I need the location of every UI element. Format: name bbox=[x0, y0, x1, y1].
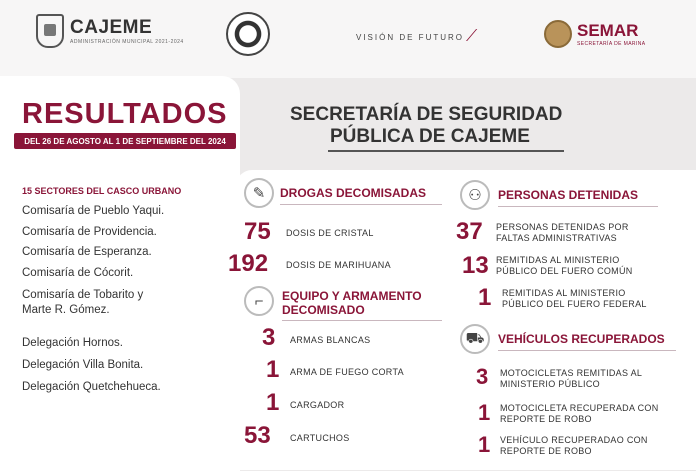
equipo-title-line-2: DECOMISADO bbox=[282, 303, 365, 317]
pistol-icon: ⌐ bbox=[244, 286, 274, 316]
stat-label bbox=[496, 222, 629, 244]
stat-label bbox=[502, 288, 647, 310]
stat-value: 53 bbox=[244, 422, 271, 449]
title-line-2: PÚBLICA DE CAJEME bbox=[330, 126, 530, 147]
stat-value: 37 bbox=[456, 218, 483, 245]
stat-label-line: REPORTE DE ROBO bbox=[500, 414, 592, 424]
sector-item: Delegación Villa Bonita. bbox=[22, 359, 144, 371]
stat-label-line: PÚBLICO DEL FUERO COMÚN bbox=[496, 266, 633, 276]
stat-label: ARMA DE FUEGO CORTA bbox=[290, 367, 404, 377]
people-icon: ⚇ bbox=[460, 180, 490, 210]
stat-label bbox=[500, 368, 642, 390]
stat-label bbox=[500, 403, 659, 425]
stat-label-line: REMITIDAS AL MINISTERIO bbox=[496, 255, 620, 265]
sector-item: Delegación Hornos. bbox=[22, 337, 124, 349]
cajeme-sub: ADMINISTRACIÓN MUNICIPAL 2021-2024 bbox=[70, 39, 184, 45]
sector-item: Delegación Quetchehueca. bbox=[22, 381, 161, 393]
personas-title: PERSONAS DETENIDAS bbox=[498, 188, 639, 202]
cajeme-logo bbox=[36, 14, 184, 48]
sector-item: Marte R. Gómez. bbox=[22, 304, 110, 316]
semar-seal-icon bbox=[544, 20, 572, 48]
police-badge-icon bbox=[226, 12, 270, 56]
drogas-title: DROGAS DECOMISADAS bbox=[280, 186, 427, 200]
title-line-1: SECRETARÍA DE SEGURIDAD bbox=[290, 104, 563, 125]
sector-item: Comisaría de Pueblo Yaqui. bbox=[22, 205, 165, 217]
stat-value: 1 bbox=[478, 284, 492, 311]
stat-label-line: MOTOCICLETAS REMITIDAS AL bbox=[500, 368, 643, 378]
semar-name: SEMAR bbox=[577, 21, 639, 40]
results-title: RESULTADOS bbox=[22, 98, 228, 130]
stat-label: ARMAS BLANCAS bbox=[290, 335, 371, 345]
cajeme-shield-icon bbox=[36, 14, 64, 48]
syringe-icon: ✎ bbox=[244, 178, 274, 208]
stat-label-line: MINISTERIO PÚBLICO bbox=[500, 379, 600, 389]
car-icon: ⛟ bbox=[460, 324, 490, 354]
stat-label-line: MOTOCICLETA RECUPERADA CON bbox=[500, 403, 659, 413]
stat-value: 3 bbox=[476, 364, 489, 389]
section-divider bbox=[498, 350, 676, 351]
stat-label bbox=[500, 435, 648, 457]
stat-value: 1 bbox=[266, 356, 280, 383]
cajeme-name: CAJEME bbox=[70, 17, 153, 38]
sector-item: Comisaría de Esperanza. bbox=[22, 246, 152, 258]
page-title bbox=[290, 104, 562, 148]
section-divider bbox=[282, 320, 442, 321]
stat-label: DOSIS DE MARIHUANA bbox=[286, 260, 391, 270]
stat-label: DOSIS DE CRISTAL bbox=[286, 228, 374, 238]
stat-label-line: VEHÍCULO RECUPERADAO CON bbox=[500, 435, 648, 445]
section-divider bbox=[280, 204, 442, 205]
stat-value: 1 bbox=[478, 432, 491, 457]
stat-label-line: REPORTE DE ROBO bbox=[500, 446, 592, 456]
stat-value: 192 bbox=[228, 250, 269, 277]
sector-item: Comisaría de Providencia. bbox=[22, 226, 157, 238]
vision-text: VISIÓN DE FUTURO bbox=[356, 32, 465, 42]
stat-label-line: PERSONAS DETENIDAS POR bbox=[496, 222, 629, 232]
stat-value: 75 bbox=[244, 218, 271, 245]
vision-logo bbox=[356, 28, 479, 46]
swoosh-icon: ⟋ bbox=[466, 28, 480, 45]
stat-label: CARGADOR bbox=[290, 400, 345, 410]
sector-item: Comisaría de Tobarito y bbox=[22, 289, 144, 301]
results-date-banner: DEL 26 DE AGOSTO AL 1 DE SEPTIEMBRE DEL 2024 bbox=[14, 133, 236, 149]
equipo-title bbox=[282, 289, 422, 317]
stat-label-line: PÚBLICO DEL FUERO FEDERAL bbox=[502, 299, 647, 309]
stat-label-line: REMITIDAS AL MINISTERIO bbox=[502, 288, 626, 298]
stat-label bbox=[496, 255, 633, 277]
sector-item: Comisaría de Cócorit. bbox=[22, 267, 134, 279]
vehiculos-title: VEHÍCULOS RECUPERADOS bbox=[498, 332, 665, 346]
stat-value: 1 bbox=[478, 400, 491, 425]
semar-logo bbox=[544, 20, 645, 48]
sectors-heading: 15 SECTORES DEL CASCO URBANO bbox=[22, 186, 182, 196]
stat-value: 3 bbox=[262, 324, 276, 351]
equipo-title-line-1: EQUIPO Y ARMAMENTO bbox=[282, 289, 422, 303]
stat-value: 1 bbox=[266, 389, 280, 416]
title-underline bbox=[328, 150, 564, 152]
section-divider bbox=[498, 206, 658, 207]
stat-label-line: FALTAS ADMINISTRATIVAS bbox=[496, 233, 617, 243]
stat-label: CARTUCHOS bbox=[290, 433, 350, 443]
stat-value: 13 bbox=[462, 252, 489, 279]
semar-sub: SECRETARÍA DE MARINA bbox=[577, 41, 646, 47]
